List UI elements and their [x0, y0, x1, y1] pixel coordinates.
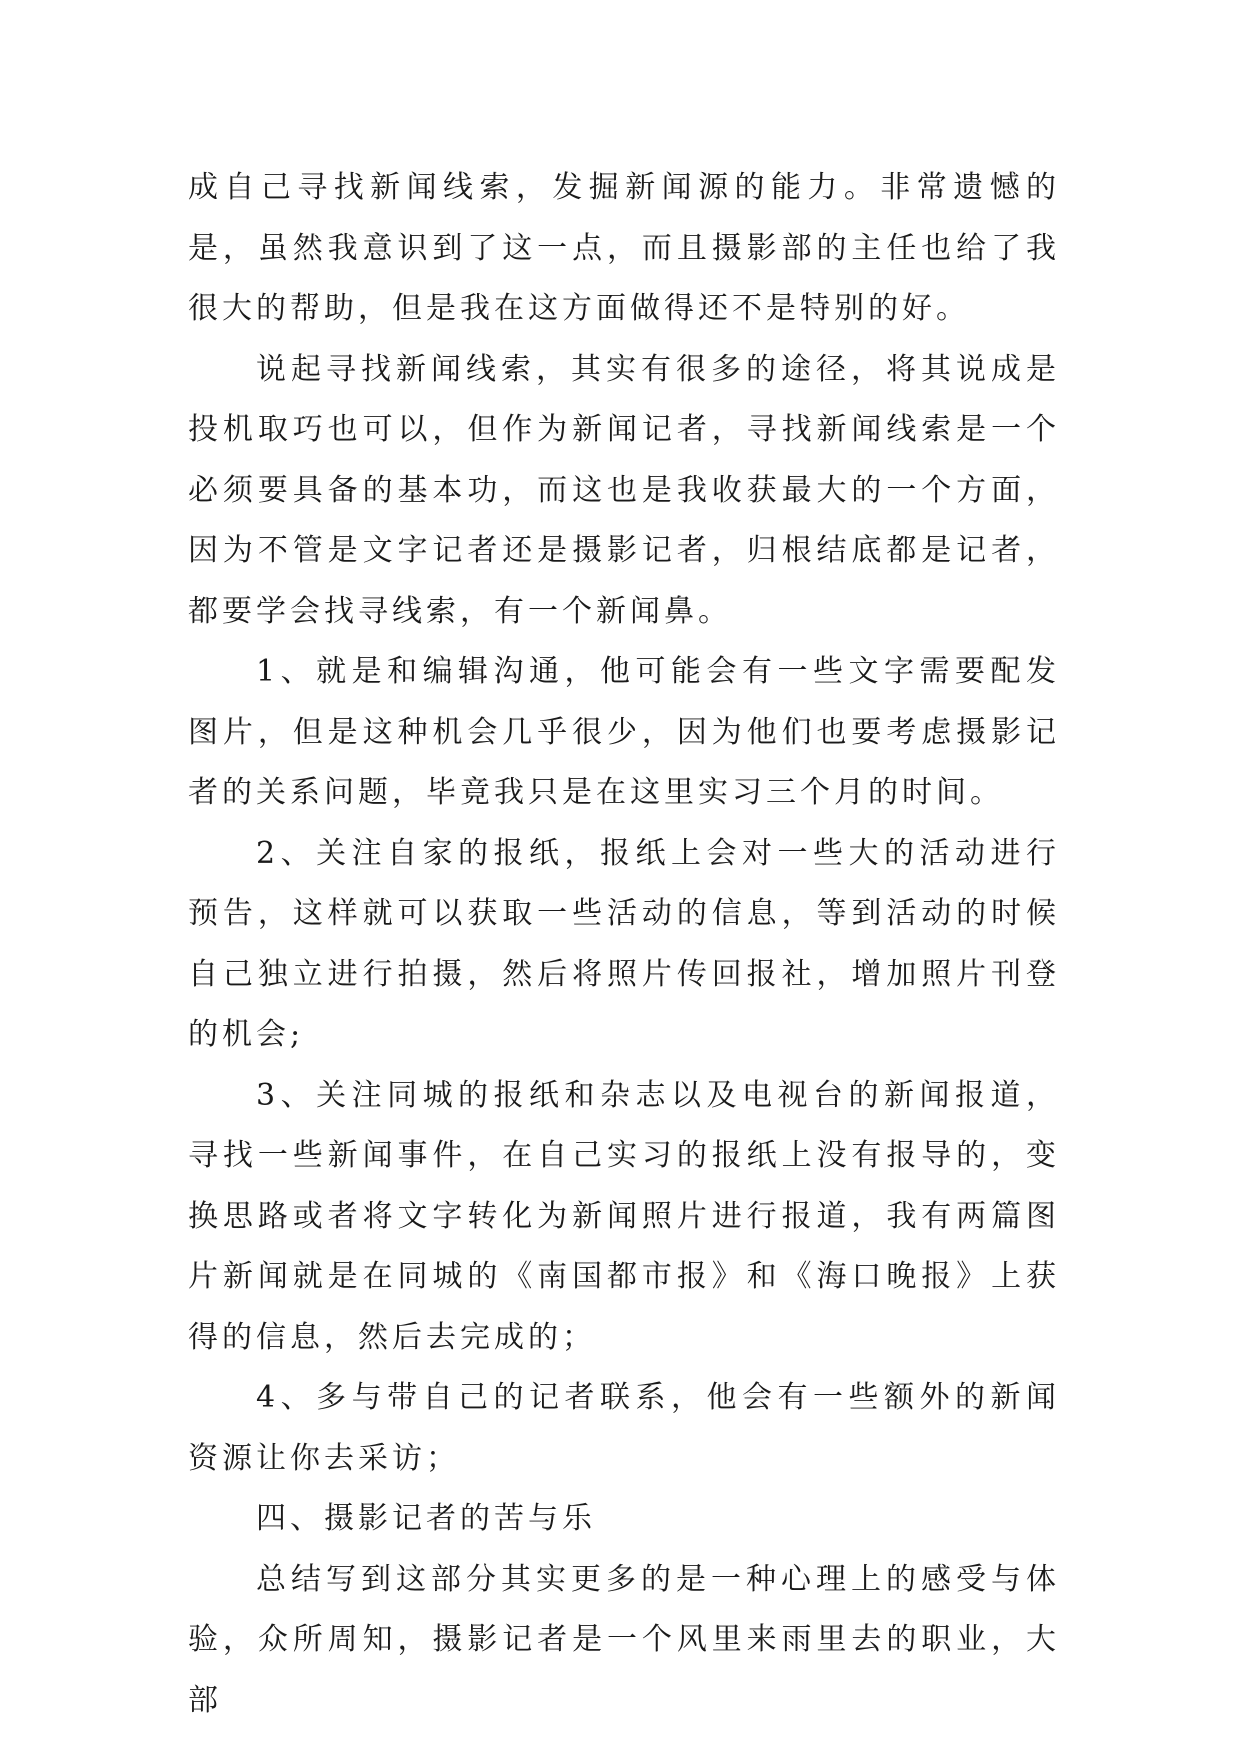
paragraph-6: 4、多与带自己的记者联系，他会有一些额外的新闻资源让你去采访；: [188, 1380, 1060, 1476]
paragraph-1: 成自己寻找新闻线索，发掘新闻源的能力。非常遗憾的是，虽然我意识到了这一点，而且摄影部的主任也给了我很大的帮助，但是我在这方面做得还不是特别的好。: [188, 170, 1060, 326]
paragraph-4: 2、关注自家的报纸，报纸上会对一些大的活动进行预告，这样就可以获取一些活动的信息，等到活动的时候自己独立进行拍摄，然后将照片传回报社，增加照片刊登的机会;: [188, 835, 1060, 1052]
paragraph-5: 3、关注同城的报纸和杂志以及电视台的新闻报道，寻找一些新闻事件，在自己实习的报纸上没有报导的，变换思路或者将文字转化为新闻照片进行报道，我有两篇图片新闻就是在同城的《南国都市报》和《海口晚报》上获得的信息，然后去完成的；: [188, 1077, 1060, 1355]
section-heading: 四、摄影记者的苦与乐: [256, 1501, 596, 1536]
paragraph-2: 说起寻找新闻线索，其实有很多的途径，将其说成是投机取巧也可以，但作为新闻记者，寻找新闻线索是一个必须要具备的基本功，而这也是我收获最大的一个方面，因为不管是文字记者还是摄影记者，归根结底都是记者，都要学会找寻线索，有一个新闻鼻。: [188, 351, 1060, 629]
paragraph-3: 1、就是和编辑沟通，他可能会有一些文字需要配发图片，但是这种机会几乎很少，因为他们也要考虑摄影记者的关系问题，毕竟我只是在这里实习三个月的时间。: [188, 654, 1060, 810]
paragraph-7: 总结写到这部分其实更多的是一种心理上的感受与体验，众所周知，摄影记者是一个风里来雨里去的职业，大部: [188, 1561, 1060, 1718]
document-body: [188, 158, 1060, 1731]
